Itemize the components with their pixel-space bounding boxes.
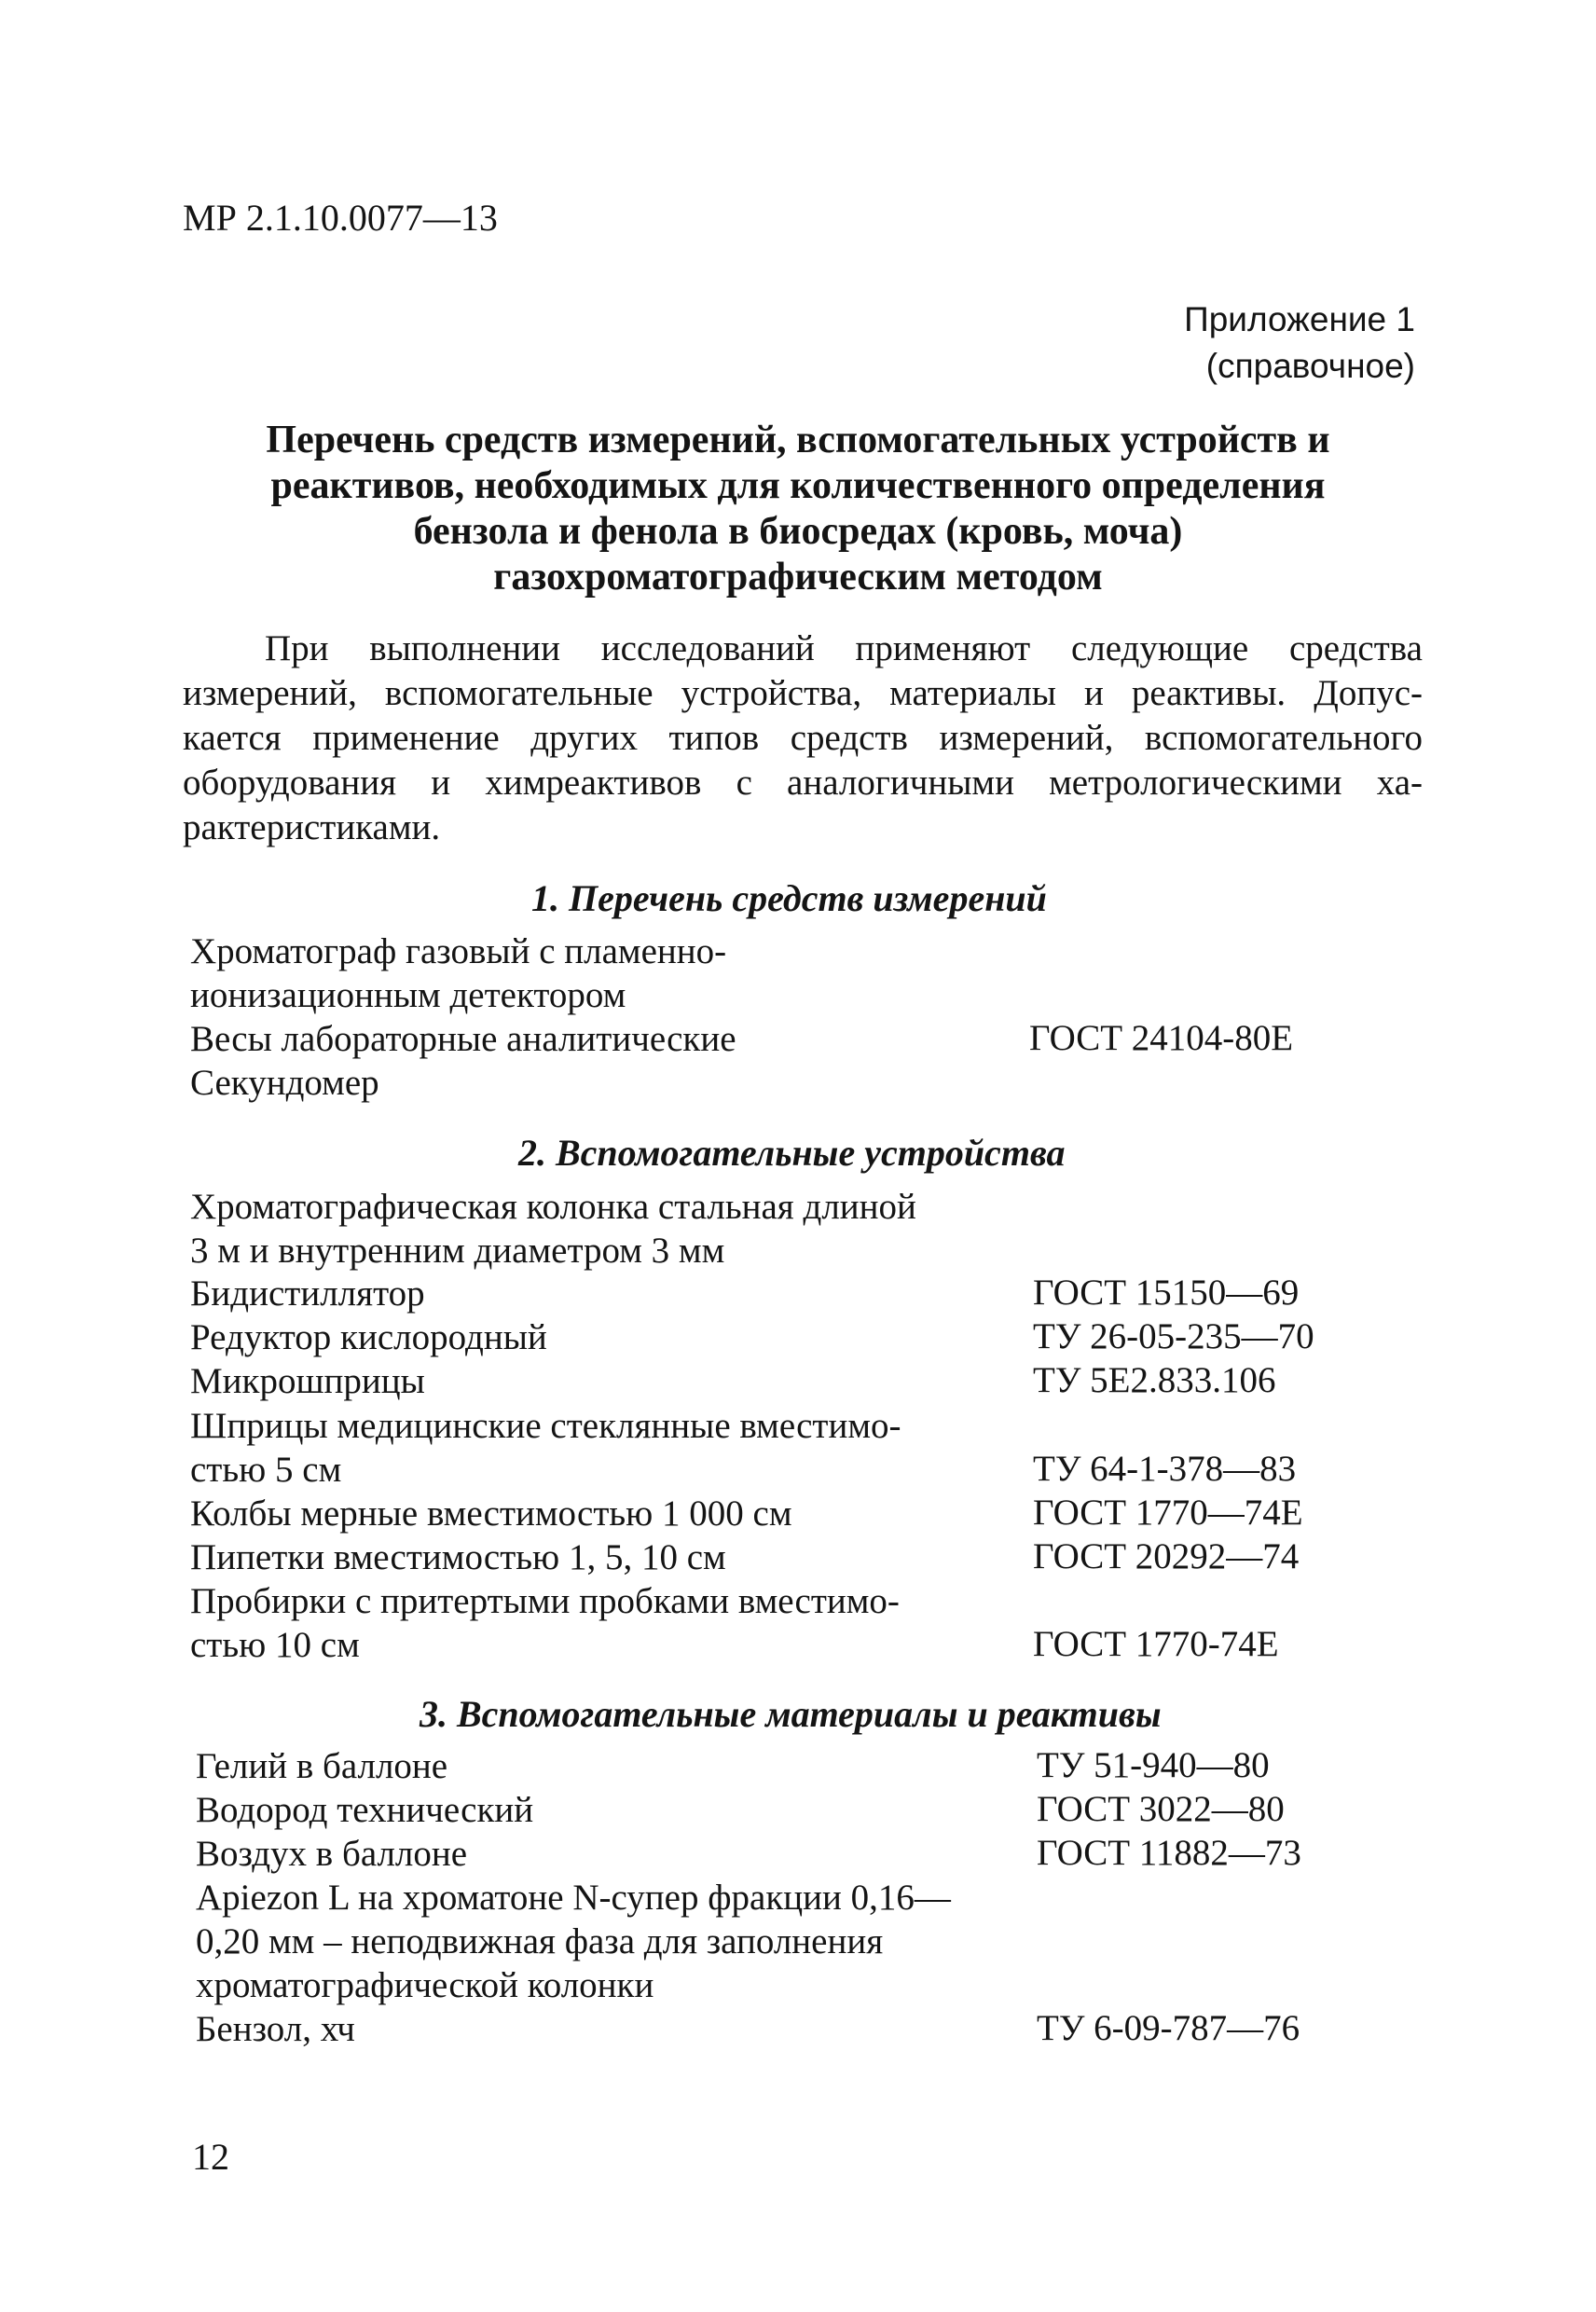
appendix-type: (справочное) [1205,347,1415,385]
list-item: Воздух в баллоне [196,1834,468,1874]
section-2-title: 2. Вспомогательные устройства [518,1132,1066,1174]
section-3-title: 3. Вспомогательные материалы и реактивы [420,1693,1162,1735]
list-item [190,1404,901,1492]
item-line: Пробирки с притертыми пробками вместимо- [190,1581,900,1621]
list-item: Микрошприцы [190,1361,425,1401]
intro-line: При выполнении исследований применяют следующие средства [265,628,1423,668]
list-item: Бидистиллятор [190,1273,425,1314]
item-standard: ГОСТ 1770-74Е [1033,1624,1279,1664]
title-line: Перечень средств измерений, вспомогательных устройств и [266,419,1330,461]
list-item: Гелий в баллоне [196,1746,448,1786]
item-line: ионизационным детектором [190,975,626,1015]
intro-line: оборудования и химреактивов с аналогичными метрологическими ха- [183,763,1423,803]
section-1-title: 1. Перечень средств измерений [531,877,1047,919]
item-standard: ГОСТ 15150—69 [1033,1273,1300,1313]
item-standard: ТУ 6-09-787—76 [1037,2008,1300,2048]
title-line: реактивов, необходимых для количественного определения [270,464,1326,507]
item-standard: ГОСТ 24104-80Е [1029,1018,1294,1058]
list-item: Водород технический [196,1790,534,1830]
item-standard: ТУ 51-940—80 [1037,1745,1270,1785]
intro-line: рактеристиками. [183,807,441,847]
item-standard: ГОСТ 1770—74Е [1033,1493,1303,1533]
appendix-label [1184,296,1415,390]
list-item: Колбы мерные вместимостью 1 000 см [190,1493,792,1534]
list-item: Секундомер [190,1063,379,1103]
page-number: 12 [192,2136,229,2178]
item-standard: ТУ 64-1-378—83 [1033,1449,1297,1489]
item-line: Шприцы медицинские стеклянные вместимо- [190,1406,901,1446]
list-item [190,1185,916,1273]
list-item [196,1876,951,2007]
intro-line: измерений, вспомогательные устройства, материалы и реактивы. Допус- [183,673,1423,713]
list-item: Редуктор кислородный [190,1317,547,1357]
item-line: стью 5 см [190,1450,342,1490]
page-title [140,418,1456,600]
item-line: хроматографической колонки [196,1965,654,2005]
intro-paragraph [183,626,1423,850]
list-item: Пипетки вместимостью 1, 5, 10 см [190,1537,726,1577]
item-standard: ТУ 26-05-235—70 [1033,1316,1314,1356]
item-line: Apiezon L на хроматоне N-супер фракции 0,16— [196,1878,951,1918]
item-standard: ГОСТ 3022—80 [1037,1789,1285,1829]
item-line: 0,20 мм – неподвижная фаза для заполнения [196,1921,884,1961]
item-line: 3 м и внутренним диаметром 3 мм [190,1231,725,1271]
item-standard: ГОСТ 20292—74 [1033,1536,1300,1576]
title-line: газохроматографическим методом [493,556,1103,599]
list-item [190,1579,900,1667]
intro-line: кается применение других типов средств измерений, вспомогательного [183,718,1423,758]
appendix-number: Приложение 1 [1184,300,1415,338]
title-line: бензола и фенола в биосредах (кровь, моча) [413,510,1183,553]
list-item [190,929,726,1017]
item-line: Хроматограф газовый с пламенно- [190,931,727,971]
document-code: МР 2.1.10.0077—13 [183,197,498,239]
item-line: стью 10 см [190,1625,360,1665]
list-item: Бензол, хч [196,2009,355,2049]
item-standard: ГОСТ 11882—73 [1037,1833,1301,1873]
list-item: Весы лабораторные аналитические [190,1019,736,1059]
item-line: Хроматографическая колонка стальная длиной [190,1187,916,1227]
item-standard: ТУ 5Е2.833.106 [1033,1360,1276,1400]
